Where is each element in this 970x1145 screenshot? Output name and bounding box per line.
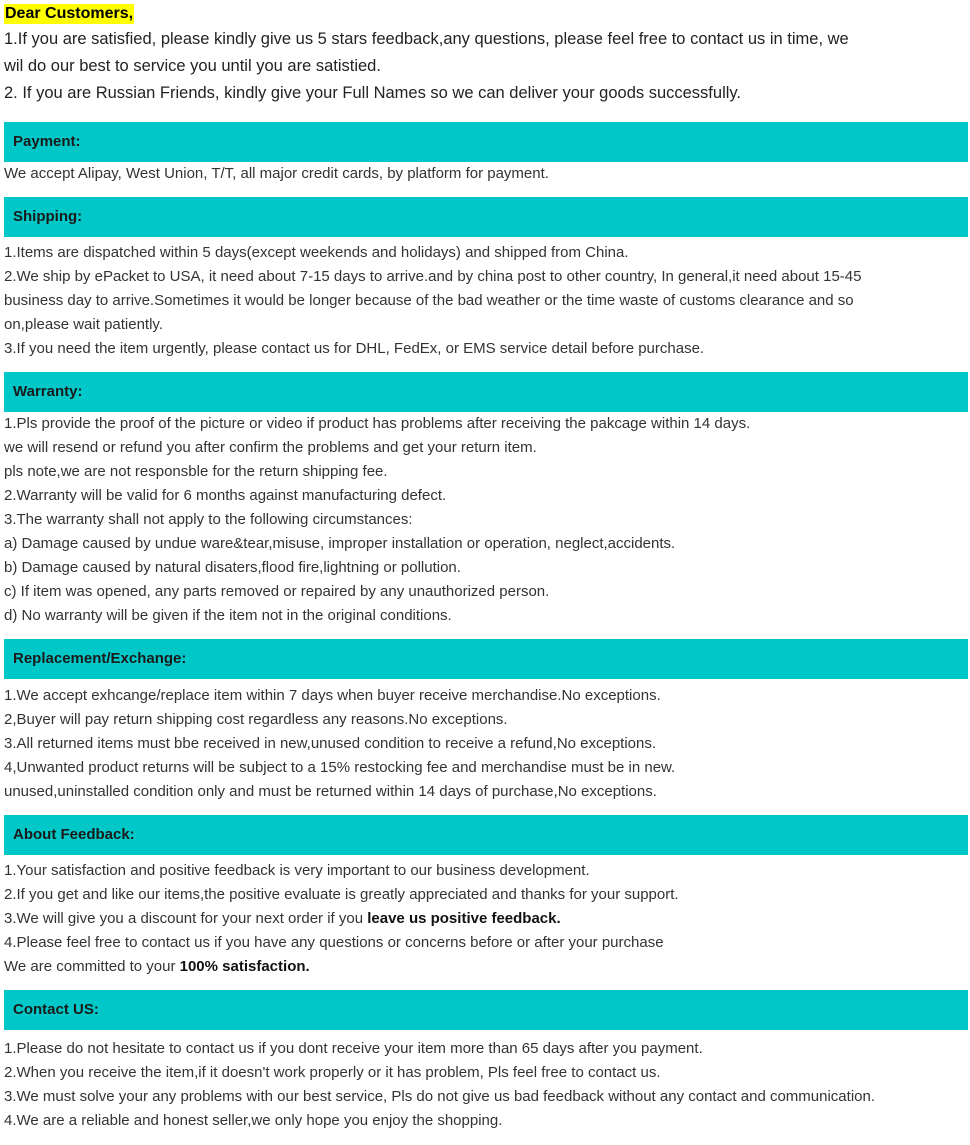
warranty-line: d) No warranty will be given if the item not in the original conditions. [4, 607, 452, 624]
shipping-body [4, 241, 966, 361]
warranty-line: 3.The warranty shall not apply to the following circumstances: [4, 511, 413, 528]
replacement-line: 3.All returned items must bbe received in new,unused condition to receive a refund,No exceptions. [4, 735, 657, 752]
warranty-line: we will resend or refund you after confirm the problems and get your return item. [4, 439, 537, 456]
replacement-line: unused,uninstalled condition only and must be returned within 14 days of purchase,No exceptions. [4, 783, 657, 800]
greeting-line: 1.If you are satisfied, please kindly give us 5 stars feedback,any questions, please feel free to contact us in time, we [4, 30, 849, 48]
contact-line: 4.We are a reliable and honest seller,we only hope you enjoy the shopping. [4, 1112, 503, 1129]
replacement-line: 2,Buyer will pay return shipping cost regardless any reasons.No exceptions. [4, 711, 508, 728]
payment-line: We accept Alipay, West Union, T/T, all major credit cards, by platform for payment. [4, 165, 549, 182]
contact-line: 3.We must solve your any problems with our best service, Pls do not give us bad feedback without any contact and communication. [4, 1088, 876, 1105]
feedback-text: We are committed to your [4, 958, 180, 975]
greeting-block [4, 4, 966, 107]
warranty-line: c) If item was opened, any parts removed or repaired by any unauthorized person. [4, 583, 550, 600]
greeting-title: Dear Customers, [5, 5, 134, 22]
payment-body [4, 162, 966, 186]
contact-line: 1.Please do not hesitate to contact us if you dont receive your item more than 65 days after you payment. [4, 1040, 703, 1057]
greeting-line: 2. If you are Russian Friends, kindly give your Full Names so we can deliver your goods successfully. [4, 84, 742, 102]
shipping-line: on,please wait patiently. [4, 316, 163, 333]
shipping-line: 1.Items are dispatched within 5 days(except weekends and holidays) and shipped from China. [4, 244, 629, 261]
feedback-header: About Feedback: [4, 815, 968, 855]
feedback-line: 2.If you get and like our items,the positive evaluate is greatly appreciated and thanks for your support. [4, 886, 679, 903]
replacement-line: 4,Unwanted product returns will be subject to a 15% restocking fee and merchandise must be in new. [4, 759, 676, 776]
warranty-header: Warranty: [4, 372, 968, 412]
replacement-line: 1.We accept exhcange/replace item within 7 days when buyer receive merchandise.No exceptions. [4, 687, 661, 704]
contact-header: Contact US: [4, 990, 968, 1030]
warranty-line: 2.Warranty will be valid for 6 months against manufacturing defect. [4, 487, 447, 504]
replacement-header: Replacement/Exchange: [4, 639, 968, 679]
shipping-header: Shipping: [4, 197, 968, 237]
greeting-line: wil do our best to service you until you are satistied. [4, 57, 381, 75]
feedback-text: 3.We will give you a discount for your next order if you [4, 910, 368, 927]
feedback-line [4, 907, 966, 931]
feedback-emphasis: leave us positive feedback. [367, 910, 561, 927]
warranty-body [4, 412, 966, 628]
feedback-emphasis: 100% satisfaction. [179, 958, 310, 975]
shipping-line: 3.If you need the item urgently, please contact us for DHL, FedEx, or EMS service detail before purchase. [4, 340, 705, 357]
feedback-line: 4.Please feel free to contact us if you have any questions or concerns before or after your purchase [4, 934, 664, 951]
warranty-line: b) Damage caused by natural disaters,flood fire,lightning or pollution. [4, 559, 461, 576]
contact-line: 2.When you receive the item,if it doesn't work properly or it has problem, Pls feel free to contact us. [4, 1064, 661, 1081]
payment-header: Payment: [4, 122, 968, 162]
shipping-line: 2.We ship by ePacket to USA, it need about 7-15 days to arrive.and by china post to other country, In general,it need about 15-45 [4, 268, 862, 285]
warranty-line: 1.Pls provide the proof of the picture or video if product has problems after receiving the pakcage within 14 days. [4, 415, 751, 432]
shipping-line: business day to arrive.Sometimes it would be longer because of the bad weather or the time waste of customs clearance and so [4, 292, 854, 309]
warranty-line: a) Damage caused by undue ware&tear,misuse, improper installation or operation, neglect,accidents. [4, 535, 676, 552]
feedback-line [4, 955, 966, 979]
replacement-body [4, 684, 966, 804]
contact-body [4, 1037, 966, 1133]
feedback-body [4, 859, 966, 979]
warranty-line: pls note,we are not responsble for the return shipping fee. [4, 463, 388, 480]
feedback-line: 1.Your satisfaction and positive feedback is very important to our business development. [4, 862, 590, 879]
